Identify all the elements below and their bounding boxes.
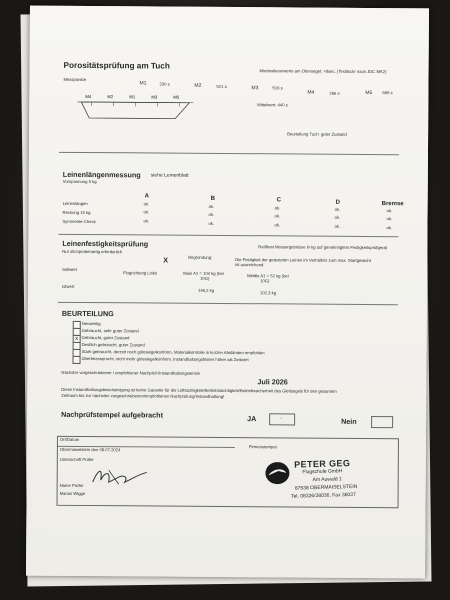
next-check-date: Juli 2026	[257, 377, 288, 387]
disclaimer-1: Diese Instandhaltungsbescheinigung ist keine Garantie für die Lufttüchtigkeit/Betriebstüchtigkeit/Betriebssicherheit des Gleitsegels für den gesamten	[61, 386, 337, 394]
vorspannung: Vorspannung 5 kg	[62, 178, 97, 185]
ort-label: Ort/Datum	[59, 436, 80, 442]
m5-label: M5	[365, 89, 373, 97]
cell: ok.	[386, 208, 393, 214]
sollwert-label: Sollwert	[62, 266, 78, 272]
m3-label: M3	[251, 85, 259, 92]
cell: ok.	[334, 223, 341, 229]
nein-label: Nein	[341, 416, 357, 426]
m1-label: M1	[139, 80, 147, 87]
next-check-label: Nächster vorgeschriebener / empfohlener Nachprüf-/Instandhaltungstermin	[61, 369, 201, 376]
name-value: Marius Wigge	[59, 490, 86, 497]
diagram-label: M2	[107, 94, 114, 100]
cell: ok.	[334, 214, 341, 220]
ist-main: 146,2 kg	[197, 287, 215, 293]
m3-value: 516 s	[272, 85, 283, 91]
option-label: Gebraucht, guter Zustand	[81, 334, 130, 341]
company-sub: Flugschule GmbH	[302, 468, 343, 476]
diagram-label: M3	[151, 94, 158, 100]
middle-sollwert-2: 10G)	[260, 278, 270, 284]
ja-mark: -	[280, 415, 282, 422]
ja-label: JA	[247, 414, 257, 424]
m5-value: 665 s	[382, 90, 393, 96]
name-label: Name Prüfer	[59, 482, 84, 488]
m4-value: 266 s	[329, 90, 340, 96]
ist-middle: 102,3 kg	[259, 290, 277, 296]
col-b: B	[210, 195, 216, 202]
divider	[58, 234, 398, 237]
leinenlaengen-subtitle: siehe Leinenblatt	[150, 172, 189, 179]
col-a: A	[144, 193, 150, 200]
document-sheet	[26, 6, 429, 579]
cell: ok.	[208, 220, 215, 226]
stichprobe-label: Nur stichprobenartig erforderlich	[62, 248, 123, 255]
diagram-label: M5	[173, 94, 180, 100]
company-addr1: Am Auwald 1	[312, 476, 342, 484]
tuch-beurteilung: Beurteilung Tuch: guter Zustand	[287, 131, 347, 137]
col-c: C	[276, 197, 282, 204]
divider	[58, 302, 398, 305]
beurteilung-title: BEURTEILUNG	[61, 308, 114, 319]
festigkeit-title: Leinenfestigkeitsprüfung	[62, 238, 149, 249]
disclaimer-2: Zeitraum bis zur nächsten vorgeschriebenen/empfohlenen Nachprüfung/Instandhaltung!	[61, 392, 225, 399]
m4-label: M4	[307, 89, 315, 96]
company-stamp	[264, 458, 390, 505]
unterschrift-label: Unterschrift Prüfer	[59, 456, 94, 463]
stichprobe-mark: X	[163, 255, 169, 265]
cell: ok.	[386, 225, 393, 231]
cell: ok.	[208, 211, 215, 217]
cell: ok.	[274, 205, 281, 211]
festigkeit-note: Reißtest Messergebnisse in kg auf genehmigtem Festigkeitsprüfgerät	[258, 244, 388, 251]
company-name: PETER GEG	[294, 458, 351, 470]
divider	[59, 152, 399, 155]
option-label: Neuwertig	[81, 320, 101, 327]
cell: ok.	[208, 203, 215, 209]
leinenlaengen-title: Leinenlängenmessung	[62, 169, 141, 180]
company-addr2: 87538 OBERMAISELSTEIN	[294, 483, 358, 492]
main-sollwert: Main A1 = 104 kg (bei	[183, 270, 224, 276]
diagram-label: M1	[129, 94, 136, 100]
begruendung-text-1: Die Festigkeit der getesteten Leinen im Verhältnis zum max. Startgewicht	[235, 257, 371, 264]
firmenstempel-label: Firmenstempel	[248, 444, 277, 450]
cell: ok.	[143, 201, 150, 207]
row-label: Leinenlängen	[62, 200, 88, 207]
document-paper	[26, 6, 429, 579]
checkbox-ueberbeansprucht[interactable]	[72, 356, 80, 364]
diagram-label: M4	[85, 94, 92, 100]
cell: ok.	[386, 216, 393, 222]
porosity-title: Porositätsprüfung am Tuch	[63, 60, 170, 71]
stempel-title: Nachprüfstempel aufgebracht	[61, 409, 164, 420]
begruendung-label: Begründung:	[188, 254, 213, 260]
m1-value: 230 s	[159, 81, 170, 87]
company-logo	[264, 461, 291, 486]
ort-value: Obermaiselstein den 08.07.2024	[59, 446, 121, 453]
ja-box[interactable]	[269, 413, 295, 425]
porosity-requirement: Mindestkennwerte am Obersegel: >8sec. (Textilschr nach JDC MK2)	[259, 68, 387, 75]
cell: ok.	[334, 206, 341, 212]
nein-box[interactable]	[371, 416, 393, 428]
main-sollwert-2: 10G)	[200, 275, 210, 281]
begruendung-text-2: ist ausreichend.	[235, 262, 265, 268]
signature-image	[89, 464, 151, 488]
m2-label: M2	[194, 82, 202, 89]
cell: ok.	[274, 213, 281, 219]
col-d: D	[335, 199, 340, 206]
cell: ok.	[274, 222, 281, 228]
option-label: Überbeansprucht, nicht mehr gütesiegelkonform, Instandhaltungsfristen höher als Zeitwert	[81, 355, 249, 363]
cell: ok.	[143, 209, 150, 215]
cell: ok.	[143, 218, 150, 224]
row-label: Symmetrie-Check	[62, 218, 96, 225]
row-label: Reckung 15 kg	[62, 209, 91, 216]
col-bremse: Bremse	[381, 201, 404, 208]
m2-value: 521 s	[216, 83, 227, 89]
option-label: Deutlich gebraucht, guter Zustand	[81, 341, 145, 348]
option-label: Gebraucht, sehr guter Zustand	[81, 327, 139, 334]
glider-diagram	[75, 92, 195, 129]
middle-sollwert: Middle A1 = 52 kg (bei	[247, 273, 289, 279]
checkbox-gut-checked[interactable]: x	[73, 335, 81, 343]
mittelwert: Mittelwert: 440 s	[257, 102, 288, 108]
messpunkte-label: Messpunkte	[63, 76, 87, 83]
company-tel: Tel. 08326/38036, Fax 36037	[290, 491, 356, 500]
istwert-label: Istwert	[62, 283, 75, 289]
flugrichtung: Flugrichtung Links	[123, 270, 158, 276]
option-label: Stark gebraucht, derzeit noch gütesiegelkonform, Materialkontrolle in kurzen Abständen empfohlen	[81, 348, 265, 356]
